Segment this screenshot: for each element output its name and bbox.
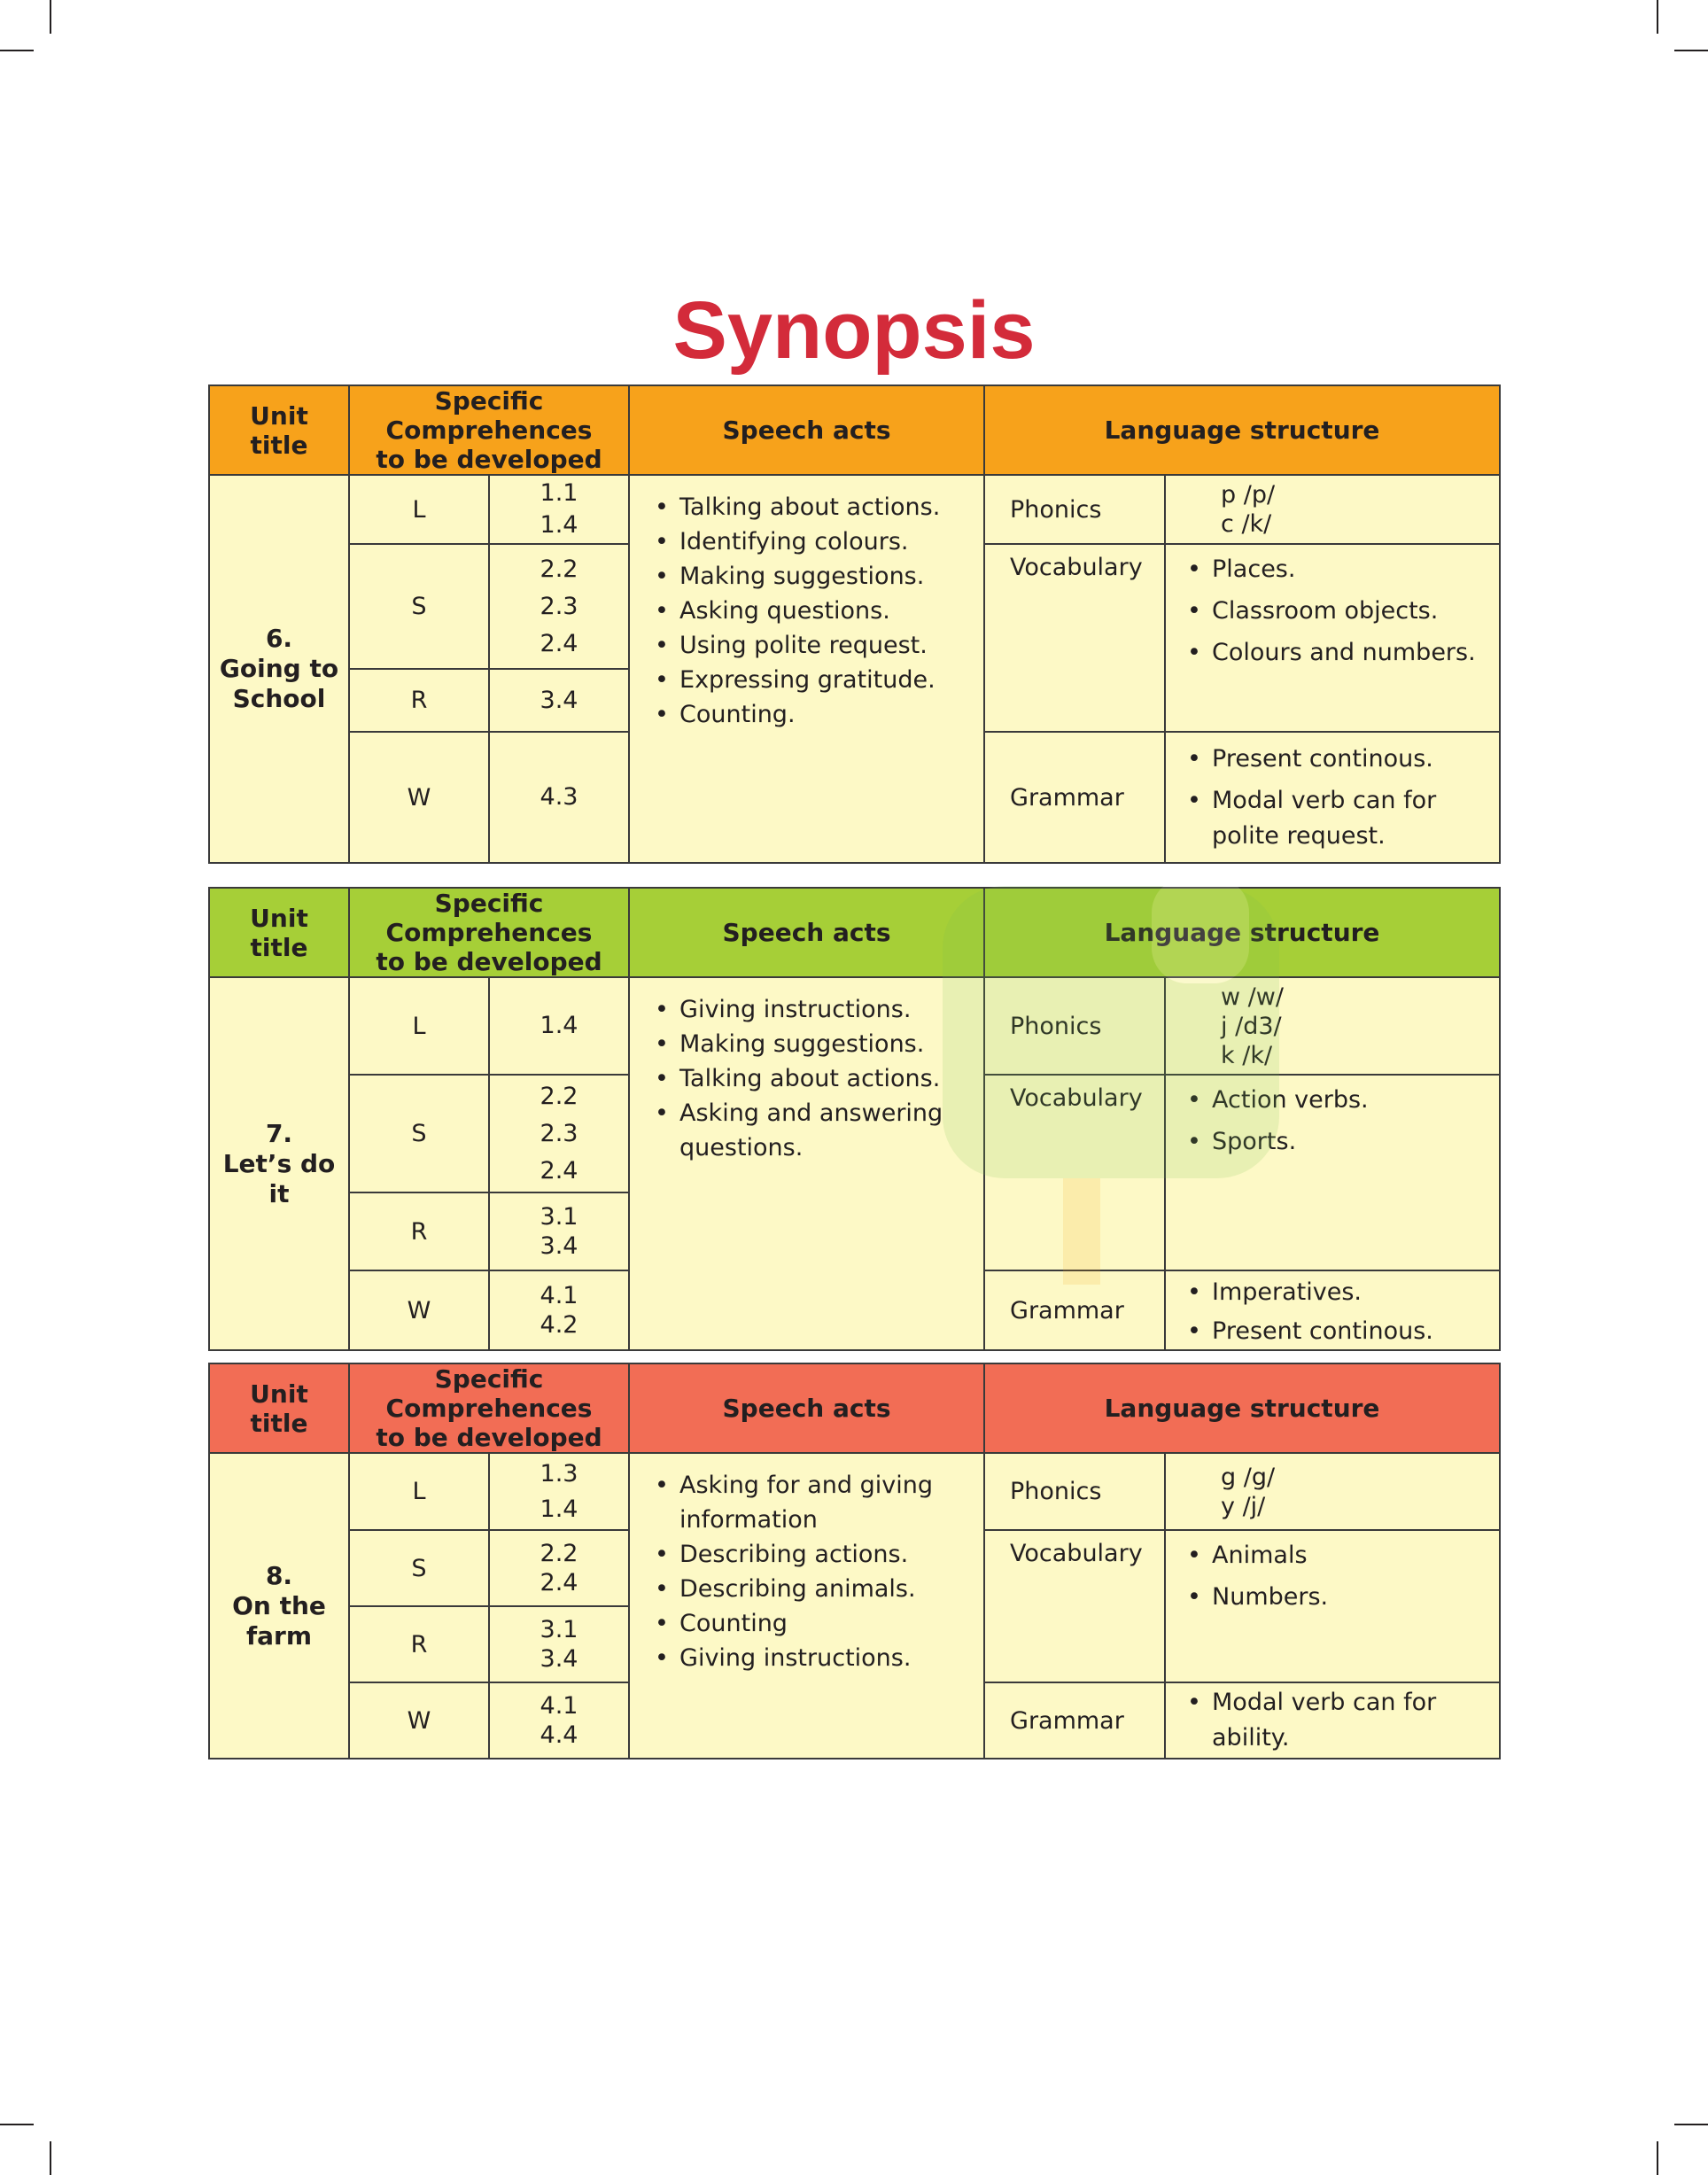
- speech-acts-list: [630, 490, 983, 732]
- synopsis-table-unit-8: [208, 1363, 1501, 1759]
- skill-label: L: [349, 475, 489, 544]
- list-item: • Present continous.: [1187, 1314, 1490, 1349]
- grammar-cell: [1165, 1682, 1500, 1759]
- header-row: [209, 1363, 1500, 1453]
- list-item: • Present continous.: [1187, 742, 1490, 777]
- grammar-label: Grammar: [984, 1270, 1165, 1350]
- list-item: • Modal verb can for ability.: [1187, 1685, 1490, 1756]
- crop-mark: [1674, 50, 1708, 51]
- vocabulary-label: Vocabulary: [984, 1075, 1165, 1270]
- unit-title-cell: [209, 977, 349, 1350]
- skill-label: S: [349, 544, 489, 669]
- skill-label: W: [349, 1682, 489, 1759]
- phonics-label: Phonics: [984, 977, 1165, 1075]
- grammar-label: Grammar: [984, 732, 1165, 863]
- crop-mark: [1674, 2124, 1708, 2125]
- list-item: • Describing animals.: [655, 1572, 974, 1606]
- skill-numbers: 2.2 2.4: [489, 1530, 629, 1606]
- skill-numbers: 3.4: [489, 669, 629, 732]
- skill-label: S: [349, 1075, 489, 1192]
- grammar-list: [1166, 1685, 1499, 1756]
- list-item: • Asking and answering questions.: [655, 1096, 974, 1165]
- page-title: Synopsis: [672, 285, 1036, 376]
- vocabulary-label: Vocabulary: [984, 544, 1165, 732]
- grammar-list: [1166, 1275, 1499, 1349]
- skill-label: W: [349, 732, 489, 863]
- grammar-list: [1166, 742, 1499, 854]
- header-language-structure: Language structure: [984, 385, 1500, 475]
- phonics-cell: w /w/ j /d3/ k /k/: [1165, 977, 1500, 1075]
- skill-label: W: [349, 1270, 489, 1350]
- vocabulary-list: [1166, 552, 1499, 671]
- list-item: • Sports.: [1187, 1124, 1490, 1160]
- list-item: • Talking about actions.: [655, 1061, 974, 1096]
- unit-number: 8.: [265, 1560, 293, 1590]
- skill-label: R: [349, 1192, 489, 1270]
- skill-numbers: 3.1 3.4: [489, 1606, 629, 1682]
- skill-numbers: 2.2 2.3 2.4: [489, 1075, 629, 1192]
- synopsis-table-unit-7: [208, 887, 1501, 1351]
- unit-title-cell: [209, 1453, 349, 1759]
- list-item: • Using polite request.: [655, 628, 974, 663]
- grammar-label: Grammar: [984, 1682, 1165, 1759]
- unit-name-line: Going to: [219, 654, 339, 683]
- skill-numbers: 1.1 1.4: [489, 475, 629, 544]
- list-item: • Asking for and giving information: [655, 1468, 974, 1537]
- header-unit-title: Unit title: [209, 1363, 349, 1453]
- list-item: • Making suggestions.: [655, 559, 974, 594]
- crop-mark: [0, 50, 34, 51]
- skill-numbers: 4.1 4.2: [489, 1270, 629, 1350]
- header-comprehences: Specific Comprehences to be developed: [349, 1363, 629, 1453]
- skill-label: L: [349, 1453, 489, 1530]
- list-item: • Counting.: [655, 697, 974, 732]
- unit-name-line: Let’s do it: [222, 1148, 336, 1208]
- skill-label: R: [349, 669, 489, 732]
- header-speech-acts: Speech acts: [629, 385, 984, 475]
- list-item: • Expressing gratitude.: [655, 663, 974, 697]
- skill-label: L: [349, 977, 489, 1075]
- speech-acts-cell: [629, 1453, 984, 1759]
- header-row: [209, 888, 1500, 977]
- header-unit-title: Unit title: [209, 385, 349, 475]
- crop-mark: [50, 0, 51, 34]
- speech-acts-cell: [629, 977, 984, 1350]
- unit-name-line: farm: [245, 1620, 313, 1651]
- list-item: • Action verbs.: [1187, 1083, 1490, 1118]
- vocabulary-cell: [1165, 1530, 1500, 1682]
- list-item: • Counting: [655, 1606, 974, 1641]
- phonics-label: Phonics: [984, 1453, 1165, 1530]
- unit-title-cell: [209, 475, 349, 863]
- list-item: • Numbers.: [1187, 1580, 1490, 1615]
- skill-numbers: 4.1 4.4: [489, 1682, 629, 1759]
- list-item: • Asking questions.: [655, 594, 974, 628]
- grammar-cell: [1165, 1270, 1500, 1350]
- unit-number: 7.: [265, 1118, 293, 1148]
- list-item: • Colours and numbers.: [1187, 635, 1490, 671]
- list-item: • Animals: [1187, 1538, 1490, 1573]
- list-item: • Giving instructions.: [655, 992, 974, 1027]
- unit-name-line: School: [232, 684, 326, 713]
- header-row: [209, 385, 1500, 475]
- list-item: • Identifying colours.: [655, 524, 974, 559]
- header-comprehences: Specific Comprehences to be developed: [349, 888, 629, 977]
- header-language-structure: Language structure: [984, 888, 1500, 977]
- synopsis-table-unit-6: [208, 385, 1501, 864]
- phonics-label: Phonics: [984, 475, 1165, 544]
- header-speech-acts: Speech acts: [629, 888, 984, 977]
- skill-numbers: 3.1 3.4: [489, 1192, 629, 1270]
- list-item: • Modal verb can for polite request.: [1187, 783, 1490, 854]
- list-item: • Making suggestions.: [655, 1027, 974, 1061]
- list-item: • Classroom objects.: [1187, 594, 1490, 629]
- header-unit-title: Unit title: [209, 888, 349, 977]
- header-language-structure: Language structure: [984, 1363, 1500, 1453]
- skill-label: S: [349, 1530, 489, 1606]
- speech-acts-list: [630, 992, 983, 1165]
- unit-number: 6.: [265, 624, 293, 653]
- skill-numbers: 1.3 1.4: [489, 1453, 629, 1530]
- list-item: • Places.: [1187, 552, 1490, 587]
- header-comprehences: Specific Comprehences to be developed: [349, 385, 629, 475]
- speech-acts-cell: [629, 475, 984, 863]
- vocabulary-label: Vocabulary: [984, 1530, 1165, 1682]
- crop-mark: [1657, 0, 1658, 34]
- crop-mark: [1657, 2141, 1658, 2175]
- skill-label: R: [349, 1606, 489, 1682]
- crop-mark: [0, 2124, 34, 2125]
- list-item: • Describing actions.: [655, 1537, 974, 1572]
- crop-mark: [50, 2141, 51, 2175]
- skill-numbers: 2.2 2.3 2.4: [489, 544, 629, 669]
- speech-acts-list: [630, 1468, 983, 1675]
- vocabulary-cell: [1165, 1075, 1500, 1270]
- phonics-cell: p /p/ c /k/: [1165, 475, 1500, 544]
- header-speech-acts: Speech acts: [629, 1363, 984, 1453]
- skill-numbers: 4.3: [489, 732, 629, 863]
- list-item: • Talking about actions.: [655, 490, 974, 524]
- skill-numbers: 1.4: [489, 977, 629, 1075]
- list-item: • Imperatives.: [1187, 1275, 1490, 1310]
- grammar-cell: [1165, 732, 1500, 863]
- phonics-cell: g /g/ y /j/: [1165, 1453, 1500, 1530]
- unit-name-line: On the: [232, 1590, 326, 1620]
- vocabulary-list: [1166, 1538, 1499, 1615]
- list-item: • Giving instructions.: [655, 1641, 974, 1675]
- vocabulary-cell: [1165, 544, 1500, 732]
- vocabulary-list: [1166, 1083, 1499, 1160]
